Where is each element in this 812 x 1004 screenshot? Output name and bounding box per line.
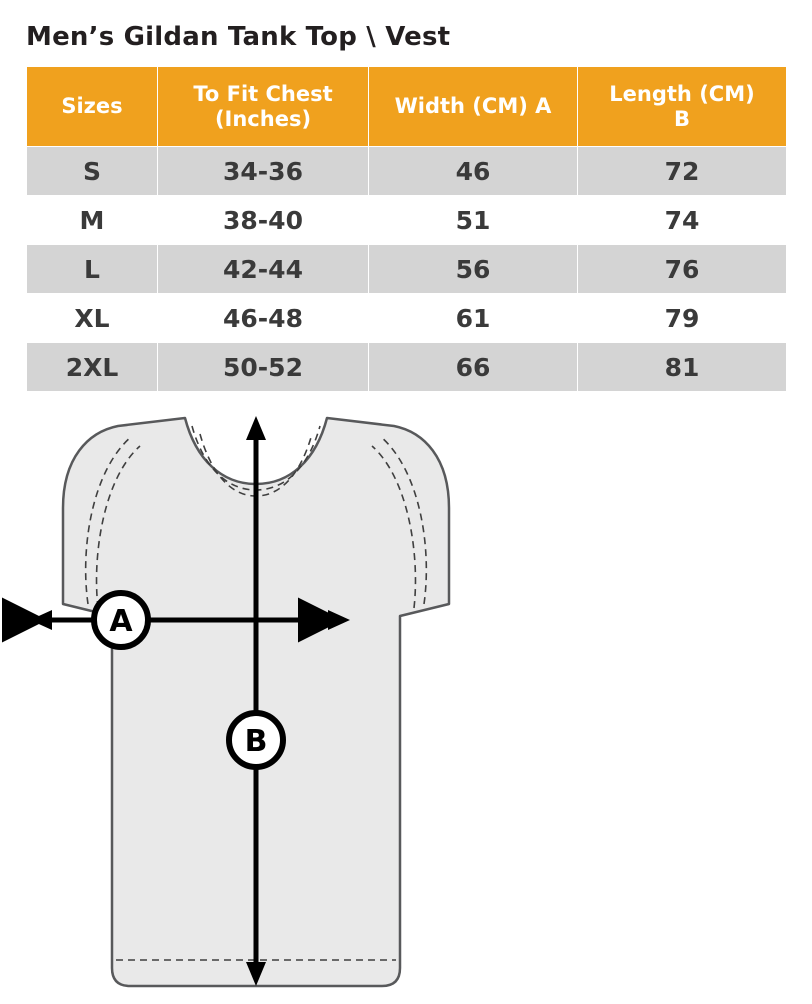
column-header-sizes: Sizes <box>27 67 158 147</box>
column-header-chest-line2: (Inches) <box>214 106 312 131</box>
cell-size: L <box>27 245 158 294</box>
cell-width: 51 <box>369 196 578 245</box>
table-row <box>27 245 787 294</box>
measure-badge-b <box>229 713 283 767</box>
cell-length: 81 <box>578 343 787 392</box>
column-header-chest <box>158 67 369 147</box>
cell-width: 56 <box>369 245 578 294</box>
cell-chest: 34-36 <box>158 147 369 196</box>
table-header <box>27 67 787 147</box>
column-header-length-line1: Length (CM) <box>609 82 755 107</box>
table-header-row <box>27 67 787 147</box>
cell-chest: 46-48 <box>158 294 369 343</box>
garment-diagram <box>0 408 812 1000</box>
cell-width: 46 <box>369 147 578 196</box>
table-row <box>27 343 787 392</box>
cell-length: 79 <box>578 294 787 343</box>
table-row <box>27 147 787 196</box>
measure-badge-a-label: A <box>109 604 133 639</box>
cell-length: 72 <box>578 147 787 196</box>
cell-chest: 50-52 <box>158 343 369 392</box>
cell-width: 66 <box>369 343 578 392</box>
cell-chest: 42-44 <box>158 245 369 294</box>
measure-badge-b-label: B <box>244 724 268 759</box>
page-title: Men’s Gildan Tank Top \ Vest <box>26 22 451 52</box>
cell-width: 61 <box>369 294 578 343</box>
cell-chest: 38-40 <box>158 196 369 245</box>
cell-size: 2XL <box>27 343 158 392</box>
table-row <box>27 196 787 245</box>
column-header-chest-line1: To Fit Chest <box>193 82 333 107</box>
cell-size: S <box>27 147 158 196</box>
table-body <box>27 147 787 392</box>
size-chart-table <box>26 66 787 392</box>
cell-size: XL <box>27 294 158 343</box>
column-header-length <box>578 67 787 147</box>
column-header-length-line2: B <box>673 106 690 131</box>
measure-badge-a <box>94 593 148 647</box>
cell-length: 76 <box>578 245 787 294</box>
cell-length: 74 <box>578 196 787 245</box>
table-row <box>27 294 787 343</box>
cell-size: M <box>27 196 158 245</box>
column-header-width: Width (CM) A <box>369 67 578 147</box>
